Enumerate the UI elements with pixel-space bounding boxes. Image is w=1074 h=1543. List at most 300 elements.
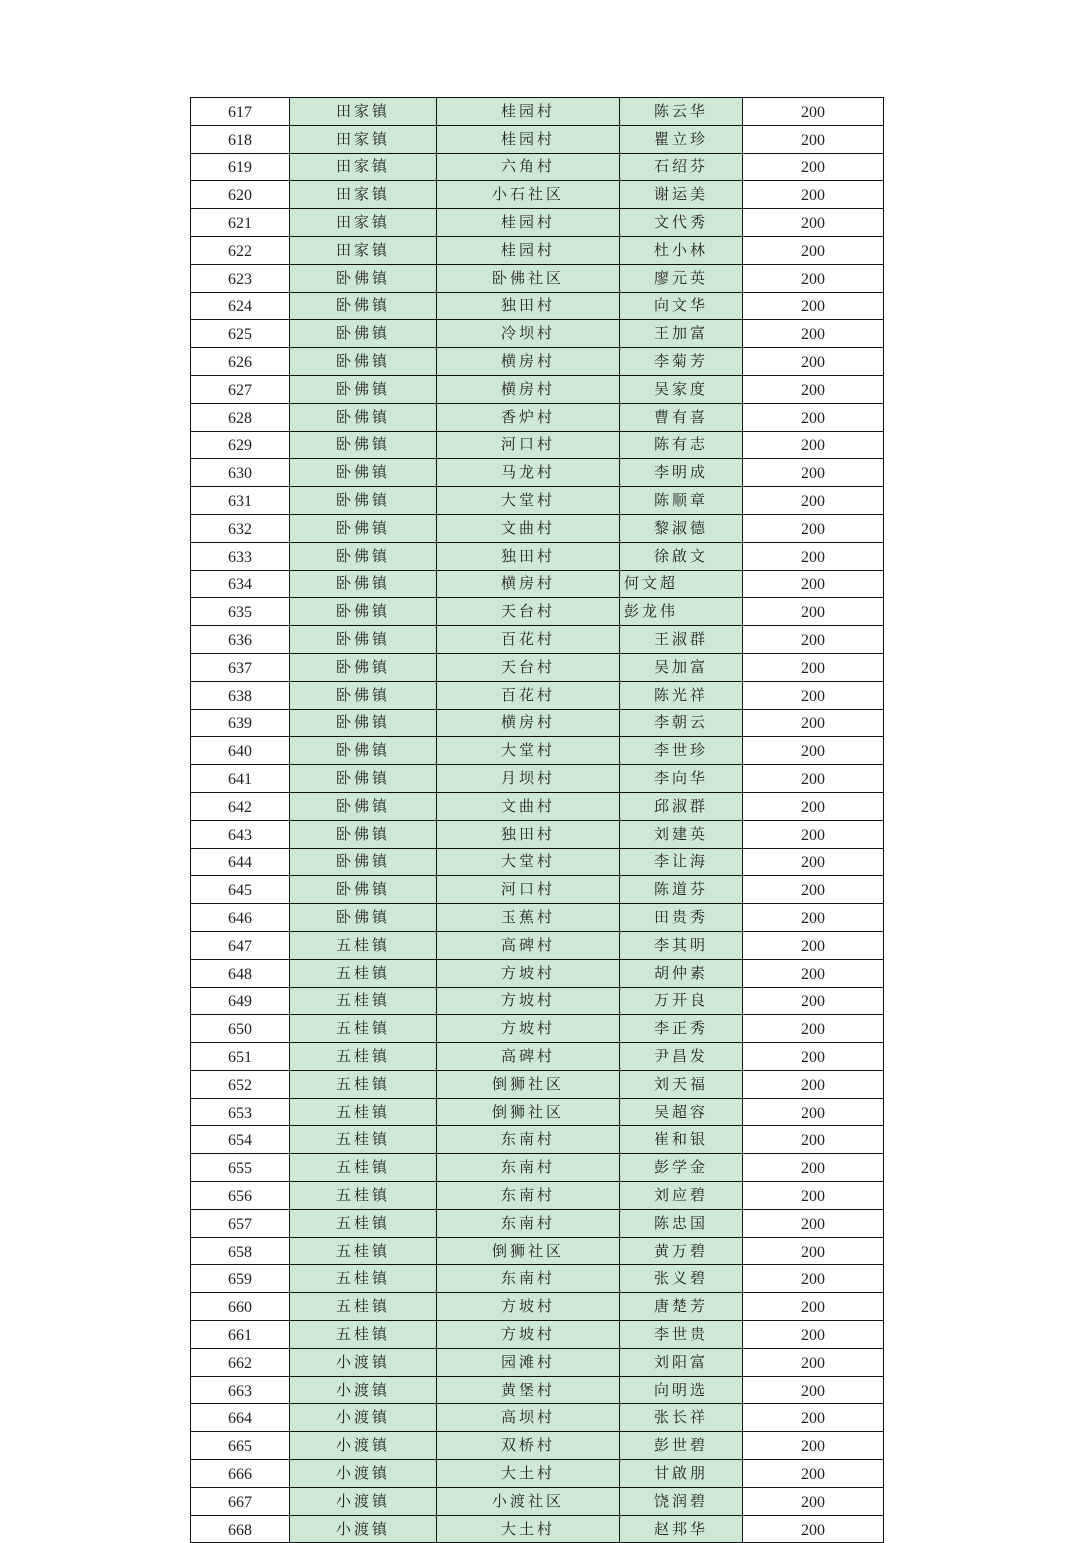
person-name-cell: 刘建英	[620, 820, 743, 848]
town-cell: 小渡镇	[290, 1376, 437, 1404]
person-name-cell: 赵邦华	[620, 1515, 743, 1543]
serial-number-cell: 631	[191, 487, 290, 515]
person-name-cell: 石绍芬	[620, 153, 743, 181]
town-cell: 田家镇	[290, 209, 437, 237]
village-cell: 大堂村	[437, 487, 620, 515]
village-cell: 百花村	[437, 681, 620, 709]
person-name-cell: 李正秀	[620, 1015, 743, 1043]
village-cell: 河口村	[437, 876, 620, 904]
serial-number-cell: 624	[191, 292, 290, 320]
serial-number-cell: 634	[191, 570, 290, 598]
town-cell: 卧佛镇	[290, 848, 437, 876]
amount-cell: 200	[743, 1237, 884, 1265]
amount-cell: 200	[743, 1043, 884, 1071]
serial-number-cell: 644	[191, 848, 290, 876]
table-row	[191, 236, 884, 264]
amount-cell: 200	[743, 1126, 884, 1154]
amount-cell: 200	[743, 125, 884, 153]
amount-cell: 200	[743, 1487, 884, 1515]
amount-cell: 200	[743, 1348, 884, 1376]
table-row	[191, 1209, 884, 1237]
town-cell: 田家镇	[290, 98, 437, 126]
serial-number-cell: 665	[191, 1432, 290, 1460]
village-cell: 百花村	[437, 626, 620, 654]
town-cell: 卧佛镇	[290, 403, 437, 431]
amount-cell: 200	[743, 626, 884, 654]
serial-number-cell: 651	[191, 1043, 290, 1071]
serial-number-cell: 647	[191, 931, 290, 959]
serial-number-cell: 662	[191, 1348, 290, 1376]
person-name-cell: 廖元英	[620, 264, 743, 292]
town-cell: 五桂镇	[290, 1265, 437, 1293]
table-row	[191, 1043, 884, 1071]
serial-number-cell: 618	[191, 125, 290, 153]
town-cell: 五桂镇	[290, 1070, 437, 1098]
table-row	[191, 1432, 884, 1460]
person-name-cell: 黄万碧	[620, 1237, 743, 1265]
table-row	[191, 681, 884, 709]
serial-number-cell: 650	[191, 1015, 290, 1043]
serial-number-cell: 661	[191, 1321, 290, 1349]
table-row	[191, 98, 884, 126]
town-cell: 小渡镇	[290, 1432, 437, 1460]
person-name-cell: 崔和银	[620, 1126, 743, 1154]
table-row	[191, 570, 884, 598]
table-row	[191, 209, 884, 237]
serial-number-cell: 668	[191, 1515, 290, 1543]
amount-cell: 200	[743, 1515, 884, 1543]
town-cell: 卧佛镇	[290, 320, 437, 348]
table-row	[191, 403, 884, 431]
person-name-cell: 吴超容	[620, 1098, 743, 1126]
table-row	[191, 904, 884, 932]
table-row	[191, 459, 884, 487]
village-cell: 高碑村	[437, 1043, 620, 1071]
town-cell: 五桂镇	[290, 987, 437, 1015]
amount-cell: 200	[743, 264, 884, 292]
table-row	[191, 1126, 884, 1154]
serial-number-cell: 659	[191, 1265, 290, 1293]
village-cell: 桂园村	[437, 209, 620, 237]
town-cell: 卧佛镇	[290, 542, 437, 570]
town-cell: 卧佛镇	[290, 820, 437, 848]
table-row	[191, 1070, 884, 1098]
amount-cell: 200	[743, 1293, 884, 1321]
town-cell: 卧佛镇	[290, 264, 437, 292]
town-cell: 五桂镇	[290, 1293, 437, 1321]
town-cell: 小渡镇	[290, 1515, 437, 1543]
serial-number-cell: 648	[191, 959, 290, 987]
serial-number-cell: 626	[191, 348, 290, 376]
village-cell: 横房村	[437, 709, 620, 737]
village-cell: 黄堡村	[437, 1376, 620, 1404]
town-cell: 小渡镇	[290, 1404, 437, 1432]
person-name-cell: 向明选	[620, 1376, 743, 1404]
person-name-cell: 李菊芳	[620, 348, 743, 376]
village-cell: 双桥村	[437, 1432, 620, 1460]
table-row	[191, 375, 884, 403]
village-cell: 倒狮社区	[437, 1237, 620, 1265]
amount-cell: 200	[743, 681, 884, 709]
village-cell: 玉蕉村	[437, 904, 620, 932]
person-name-cell: 王淑群	[620, 626, 743, 654]
table-row	[191, 848, 884, 876]
person-name-cell: 甘啟朋	[620, 1460, 743, 1488]
table-row	[191, 987, 884, 1015]
serial-number-cell: 638	[191, 681, 290, 709]
village-cell: 月坝村	[437, 765, 620, 793]
amount-cell: 200	[743, 848, 884, 876]
person-name-cell: 李其明	[620, 931, 743, 959]
person-name-cell: 刘阳富	[620, 1348, 743, 1376]
serial-number-cell: 653	[191, 1098, 290, 1126]
amount-cell: 200	[743, 598, 884, 626]
town-cell: 卧佛镇	[290, 737, 437, 765]
person-name-cell: 陈道芬	[620, 876, 743, 904]
amount-cell: 200	[743, 792, 884, 820]
person-name-cell: 李向华	[620, 765, 743, 793]
amount-cell: 200	[743, 98, 884, 126]
serial-number-cell: 664	[191, 1404, 290, 1432]
town-cell: 卧佛镇	[290, 709, 437, 737]
village-cell: 大堂村	[437, 848, 620, 876]
serial-number-cell: 667	[191, 1487, 290, 1515]
table-row	[191, 1487, 884, 1515]
serial-number-cell: 641	[191, 765, 290, 793]
village-cell: 东南村	[437, 1154, 620, 1182]
town-cell: 卧佛镇	[290, 487, 437, 515]
serial-number-cell: 627	[191, 375, 290, 403]
serial-number-cell: 637	[191, 653, 290, 681]
person-name-cell: 陈有志	[620, 431, 743, 459]
serial-number-cell: 639	[191, 709, 290, 737]
amount-cell: 200	[743, 737, 884, 765]
person-name-cell: 向文华	[620, 292, 743, 320]
table-row	[191, 1015, 884, 1043]
town-cell: 五桂镇	[290, 1237, 437, 1265]
village-cell: 高坝村	[437, 1404, 620, 1432]
serial-number-cell: 657	[191, 1209, 290, 1237]
village-cell: 香炉村	[437, 403, 620, 431]
serial-number-cell: 617	[191, 98, 290, 126]
table-row	[191, 320, 884, 348]
amount-cell: 200	[743, 653, 884, 681]
village-cell: 东南村	[437, 1126, 620, 1154]
village-cell: 横房村	[437, 375, 620, 403]
town-cell: 卧佛镇	[290, 653, 437, 681]
town-cell: 卧佛镇	[290, 681, 437, 709]
town-cell: 卧佛镇	[290, 876, 437, 904]
table-row	[191, 1098, 884, 1126]
town-cell: 小渡镇	[290, 1348, 437, 1376]
amount-cell: 200	[743, 153, 884, 181]
serial-number-cell: 646	[191, 904, 290, 932]
person-name-cell: 何文超	[620, 570, 743, 598]
person-name-cell: 陈忠国	[620, 1209, 743, 1237]
town-cell: 五桂镇	[290, 931, 437, 959]
village-cell: 马龙村	[437, 459, 620, 487]
serial-number-cell: 652	[191, 1070, 290, 1098]
village-cell: 方坡村	[437, 1293, 620, 1321]
village-cell: 大土村	[437, 1460, 620, 1488]
amount-cell: 200	[743, 459, 884, 487]
village-cell: 倒狮社区	[437, 1070, 620, 1098]
amount-cell: 200	[743, 209, 884, 237]
town-cell: 五桂镇	[290, 1321, 437, 1349]
table-row	[191, 348, 884, 376]
table-row	[191, 598, 884, 626]
serial-number-cell: 621	[191, 209, 290, 237]
town-cell: 卧佛镇	[290, 348, 437, 376]
table-row	[191, 1182, 884, 1210]
town-cell: 卧佛镇	[290, 598, 437, 626]
person-name-cell: 吴加富	[620, 653, 743, 681]
amount-cell: 200	[743, 987, 884, 1015]
person-name-cell: 谢运美	[620, 181, 743, 209]
table-body	[191, 98, 884, 1543]
serial-number-cell: 643	[191, 820, 290, 848]
table-row	[191, 487, 884, 515]
town-cell: 卧佛镇	[290, 431, 437, 459]
amount-cell: 200	[743, 931, 884, 959]
person-name-cell: 陈光祥	[620, 681, 743, 709]
serial-number-cell: 619	[191, 153, 290, 181]
subsidy-list-table	[190, 97, 884, 1543]
table-row	[191, 931, 884, 959]
amount-cell: 200	[743, 403, 884, 431]
amount-cell: 200	[743, 709, 884, 737]
village-cell: 东南村	[437, 1209, 620, 1237]
table-row	[191, 542, 884, 570]
person-name-cell: 刘天福	[620, 1070, 743, 1098]
village-cell: 东南村	[437, 1182, 620, 1210]
village-cell: 天台村	[437, 598, 620, 626]
village-cell: 桂园村	[437, 98, 620, 126]
person-name-cell: 邱淑群	[620, 792, 743, 820]
village-cell: 冷坝村	[437, 320, 620, 348]
table-row	[191, 765, 884, 793]
person-name-cell: 瞿立珍	[620, 125, 743, 153]
amount-cell: 200	[743, 542, 884, 570]
amount-cell: 200	[743, 570, 884, 598]
village-cell: 六角村	[437, 153, 620, 181]
serial-number-cell: 625	[191, 320, 290, 348]
town-cell: 小渡镇	[290, 1460, 437, 1488]
village-cell: 大堂村	[437, 737, 620, 765]
serial-number-cell: 654	[191, 1126, 290, 1154]
amount-cell: 200	[743, 1015, 884, 1043]
person-name-cell: 陈顺章	[620, 487, 743, 515]
table-row	[191, 514, 884, 542]
amount-cell: 200	[743, 765, 884, 793]
village-cell: 小石社区	[437, 181, 620, 209]
table-row	[191, 709, 884, 737]
person-name-cell: 李世贵	[620, 1321, 743, 1349]
person-name-cell: 吴家度	[620, 375, 743, 403]
table-row	[191, 1376, 884, 1404]
town-cell: 卧佛镇	[290, 514, 437, 542]
person-name-cell: 唐楚芳	[620, 1293, 743, 1321]
amount-cell: 200	[743, 1154, 884, 1182]
person-name-cell: 彭学金	[620, 1154, 743, 1182]
serial-number-cell: 629	[191, 431, 290, 459]
village-cell: 倒狮社区	[437, 1098, 620, 1126]
town-cell: 卧佛镇	[290, 792, 437, 820]
person-name-cell: 文代秀	[620, 209, 743, 237]
serial-number-cell: 649	[191, 987, 290, 1015]
serial-number-cell: 645	[191, 876, 290, 904]
table-row	[191, 792, 884, 820]
person-name-cell: 万开良	[620, 987, 743, 1015]
amount-cell: 200	[743, 1460, 884, 1488]
table-row	[191, 264, 884, 292]
amount-cell: 200	[743, 1376, 884, 1404]
town-cell: 卧佛镇	[290, 292, 437, 320]
amount-cell: 200	[743, 1265, 884, 1293]
serial-number-cell: 658	[191, 1237, 290, 1265]
person-name-cell: 杜小林	[620, 236, 743, 264]
village-cell: 方坡村	[437, 987, 620, 1015]
person-name-cell: 张长祥	[620, 1404, 743, 1432]
serial-number-cell: 655	[191, 1154, 290, 1182]
serial-number-cell: 660	[191, 1293, 290, 1321]
person-name-cell: 曹有喜	[620, 403, 743, 431]
table-row	[191, 125, 884, 153]
serial-number-cell: 656	[191, 1182, 290, 1210]
village-cell: 文曲村	[437, 792, 620, 820]
table-row	[191, 626, 884, 654]
village-cell: 河口村	[437, 431, 620, 459]
serial-number-cell: 630	[191, 459, 290, 487]
town-cell: 五桂镇	[290, 1182, 437, 1210]
town-cell: 卧佛镇	[290, 904, 437, 932]
village-cell: 独田村	[437, 292, 620, 320]
table-row	[191, 431, 884, 459]
village-cell: 方坡村	[437, 959, 620, 987]
table-row	[191, 876, 884, 904]
amount-cell: 200	[743, 1209, 884, 1237]
town-cell: 五桂镇	[290, 959, 437, 987]
amount-cell: 200	[743, 487, 884, 515]
table-row	[191, 1460, 884, 1488]
serial-number-cell: 633	[191, 542, 290, 570]
amount-cell: 200	[743, 1432, 884, 1460]
person-name-cell: 徐啟文	[620, 542, 743, 570]
amount-cell: 200	[743, 431, 884, 459]
table-row	[191, 1348, 884, 1376]
amount-cell: 200	[743, 320, 884, 348]
amount-cell: 200	[743, 236, 884, 264]
village-cell: 东南村	[437, 1265, 620, 1293]
table-row	[191, 1154, 884, 1182]
village-cell: 卧佛社区	[437, 264, 620, 292]
village-cell: 高碑村	[437, 931, 620, 959]
table-row	[191, 1404, 884, 1432]
table-row	[191, 959, 884, 987]
amount-cell: 200	[743, 514, 884, 542]
serial-number-cell: 622	[191, 236, 290, 264]
town-cell: 卧佛镇	[290, 626, 437, 654]
person-name-cell: 王加富	[620, 320, 743, 348]
person-name-cell: 李让海	[620, 848, 743, 876]
table-row	[191, 737, 884, 765]
town-cell: 卧佛镇	[290, 765, 437, 793]
town-cell: 五桂镇	[290, 1098, 437, 1126]
table-row	[191, 820, 884, 848]
town-cell: 田家镇	[290, 181, 437, 209]
table-row	[191, 1237, 884, 1265]
person-name-cell: 陈云华	[620, 98, 743, 126]
town-cell: 田家镇	[290, 236, 437, 264]
town-cell: 田家镇	[290, 125, 437, 153]
village-cell: 横房村	[437, 570, 620, 598]
amount-cell: 200	[743, 292, 884, 320]
table-row	[191, 1515, 884, 1543]
person-name-cell: 田贵秀	[620, 904, 743, 932]
serial-number-cell: 666	[191, 1460, 290, 1488]
serial-number-cell: 642	[191, 792, 290, 820]
town-cell: 田家镇	[290, 153, 437, 181]
village-cell: 桂园村	[437, 125, 620, 153]
table-row	[191, 653, 884, 681]
amount-cell: 200	[743, 1070, 884, 1098]
serial-number-cell: 636	[191, 626, 290, 654]
person-name-cell: 李朝云	[620, 709, 743, 737]
serial-number-cell: 640	[191, 737, 290, 765]
table-row	[191, 181, 884, 209]
town-cell: 卧佛镇	[290, 459, 437, 487]
person-name-cell: 彭龙伟	[620, 598, 743, 626]
person-name-cell: 黎淑德	[620, 514, 743, 542]
village-cell: 横房村	[437, 348, 620, 376]
serial-number-cell: 632	[191, 514, 290, 542]
amount-cell: 200	[743, 348, 884, 376]
amount-cell: 200	[743, 1182, 884, 1210]
person-name-cell: 李世珍	[620, 737, 743, 765]
amount-cell: 200	[743, 375, 884, 403]
town-cell: 五桂镇	[290, 1126, 437, 1154]
town-cell: 五桂镇	[290, 1043, 437, 1071]
table-row	[191, 292, 884, 320]
town-cell: 五桂镇	[290, 1154, 437, 1182]
person-name-cell: 刘应碧	[620, 1182, 743, 1210]
amount-cell: 200	[743, 1404, 884, 1432]
table-row	[191, 1293, 884, 1321]
town-cell: 卧佛镇	[290, 375, 437, 403]
town-cell: 小渡镇	[290, 1487, 437, 1515]
village-cell: 独田村	[437, 542, 620, 570]
amount-cell: 200	[743, 904, 884, 932]
person-name-cell: 尹昌发	[620, 1043, 743, 1071]
town-cell: 卧佛镇	[290, 570, 437, 598]
serial-number-cell: 628	[191, 403, 290, 431]
village-cell: 大土村	[437, 1515, 620, 1543]
table-row	[191, 1321, 884, 1349]
person-name-cell: 胡仲素	[620, 959, 743, 987]
table-row	[191, 153, 884, 181]
town-cell: 五桂镇	[290, 1209, 437, 1237]
village-cell: 小渡社区	[437, 1487, 620, 1515]
village-cell: 方坡村	[437, 1321, 620, 1349]
village-cell: 方坡村	[437, 1015, 620, 1043]
amount-cell: 200	[743, 181, 884, 209]
person-name-cell: 张义碧	[620, 1265, 743, 1293]
amount-cell: 200	[743, 1321, 884, 1349]
village-cell: 园滩村	[437, 1348, 620, 1376]
person-name-cell: 彭世碧	[620, 1432, 743, 1460]
serial-number-cell: 623	[191, 264, 290, 292]
village-cell: 天台村	[437, 653, 620, 681]
